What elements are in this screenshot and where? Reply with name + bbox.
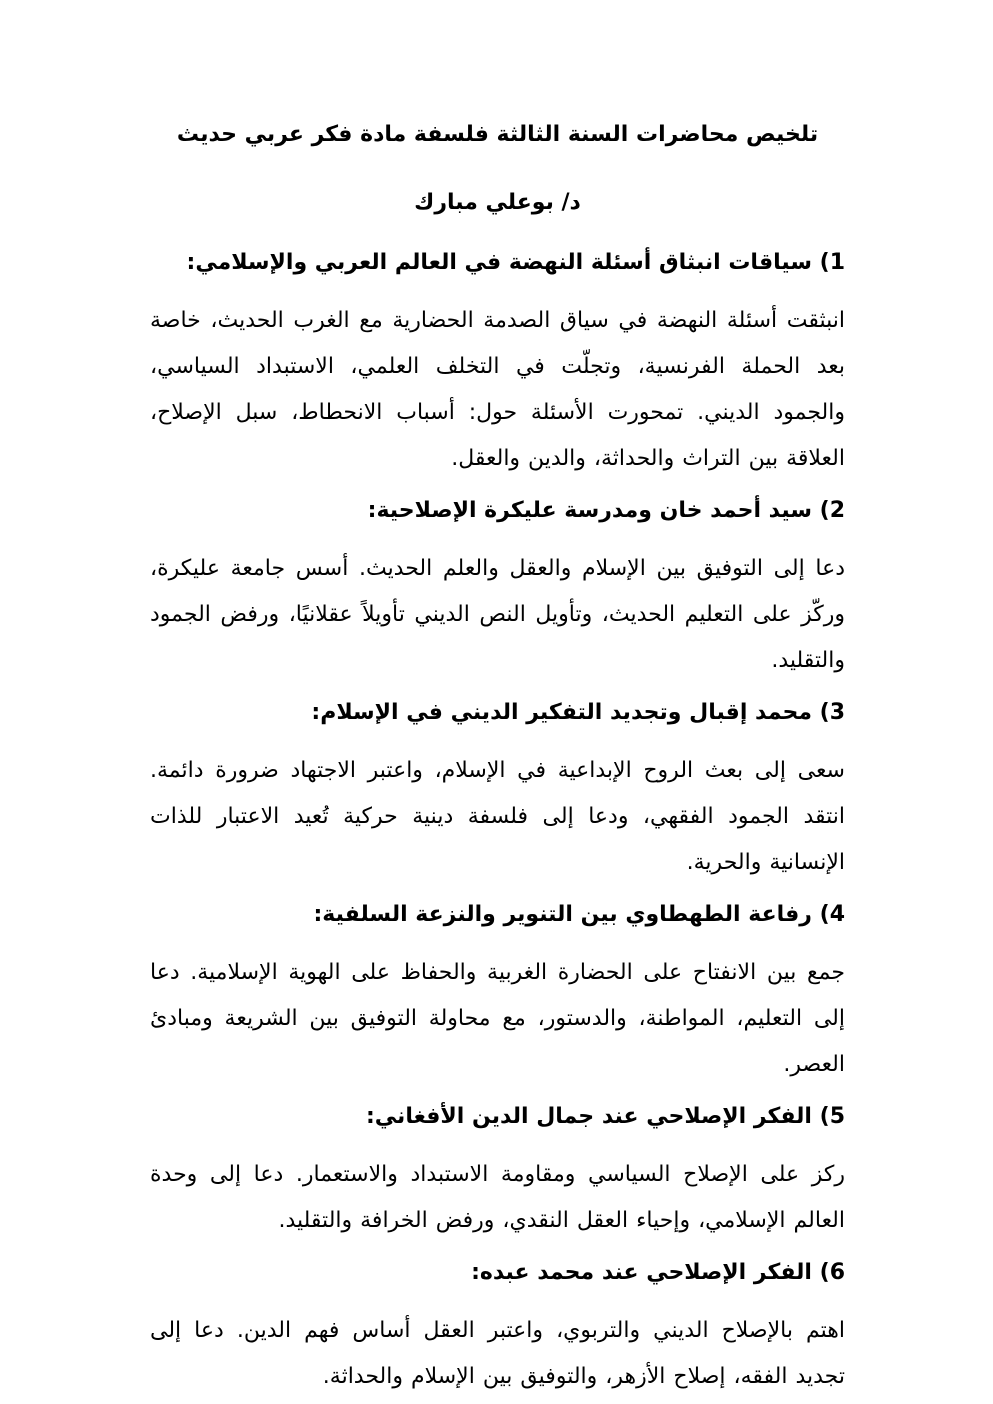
section-heading: 3) محمد إقبال وتجديد التفكير الديني في الإسلام: xyxy=(311,700,845,725)
section-2 xyxy=(150,496,845,684)
document-title: تلخيص محاضرات السنة الثالثة فلسفة مادة فكر عربي حديث xyxy=(176,122,819,147)
section-paragraph: ركز على الإصلاح السياسي ومقاومة الاستبداد والاستعمار. دعا إلى وحدة العالم الإسلامي، وإحياء العقل النقدي، ورفض الخرافة والتقليد. xyxy=(150,1162,845,1233)
section-heading: 5) الفكر الإصلاحي عند جمال الدين الأفغاني: xyxy=(366,1104,845,1129)
section-paragraph: دعا إلى التوفيق بين الإسلام والعقل والعلم الحديث. أسس جامعة عليكرة، وركّز على التعليم الحديث، وتأويل النص الديني تأويلاً عقلانيًا، ورفض الجمود والتقليد. xyxy=(150,556,845,673)
section-heading: 2) سيد أحمد خان ومدرسة عليكرة الإصلاحية: xyxy=(367,498,845,523)
section-heading: 4) رفاعة الطهطاوي بين التنوير والنزعة السلفية: xyxy=(313,902,845,927)
document-author: د/ بوعلي مبارك xyxy=(414,190,581,215)
section-3 xyxy=(150,698,845,886)
section-6 xyxy=(150,1258,845,1400)
section-paragraph: انبثقت أسئلة النهضة في سياق الصدمة الحضارية مع الغرب الحديث، خاصة بعد الحملة الفرنسية، وتجلّت في التخلف العلمي، الاستبداد السياسي، والجمود الديني. تمحورت الأسئلة حول: أسباب الانحطاط، سبل الإصلاح، العلاقة بين التراث والحداثة، والدين والعقل. xyxy=(150,308,845,471)
section-paragraph: اهتم بالإصلاح الديني والتربوي، واعتبر العقل أساس فهم الدين. دعا إلى تجديد الفقه، إصلاح الأزهر، والتوفيق بين الإسلام والحداثة. xyxy=(150,1318,845,1389)
section-paragraph: سعى إلى بعث الروح الإبداعية في الإسلام، واعتبر الاجتهاد ضرورة دائمة. انتقد الجمود الفقهي، ودعا إلى فلسفة دينية حركية تُعيد الاعتبار للذات الإنسانية والحرية. xyxy=(150,758,845,875)
section-1 xyxy=(150,248,845,482)
section-5 xyxy=(150,1102,845,1244)
section-4 xyxy=(150,900,845,1088)
section-heading: 6) الفكر الإصلاحي عند محمد عبده: xyxy=(471,1260,845,1285)
section-paragraph: جمع بين الانفتاح على الحضارة الغربية والحفاظ على الهوية الإسلامية. دعا إلى التعليم، المواطنة، والدستور، مع محاولة التوفيق بين الشريعة ومبادئ العصر. xyxy=(150,960,845,1077)
section-heading: 1) سياقات انبثاق أسئلة النهضة في العالم العربي والإسلامي: xyxy=(186,250,845,275)
